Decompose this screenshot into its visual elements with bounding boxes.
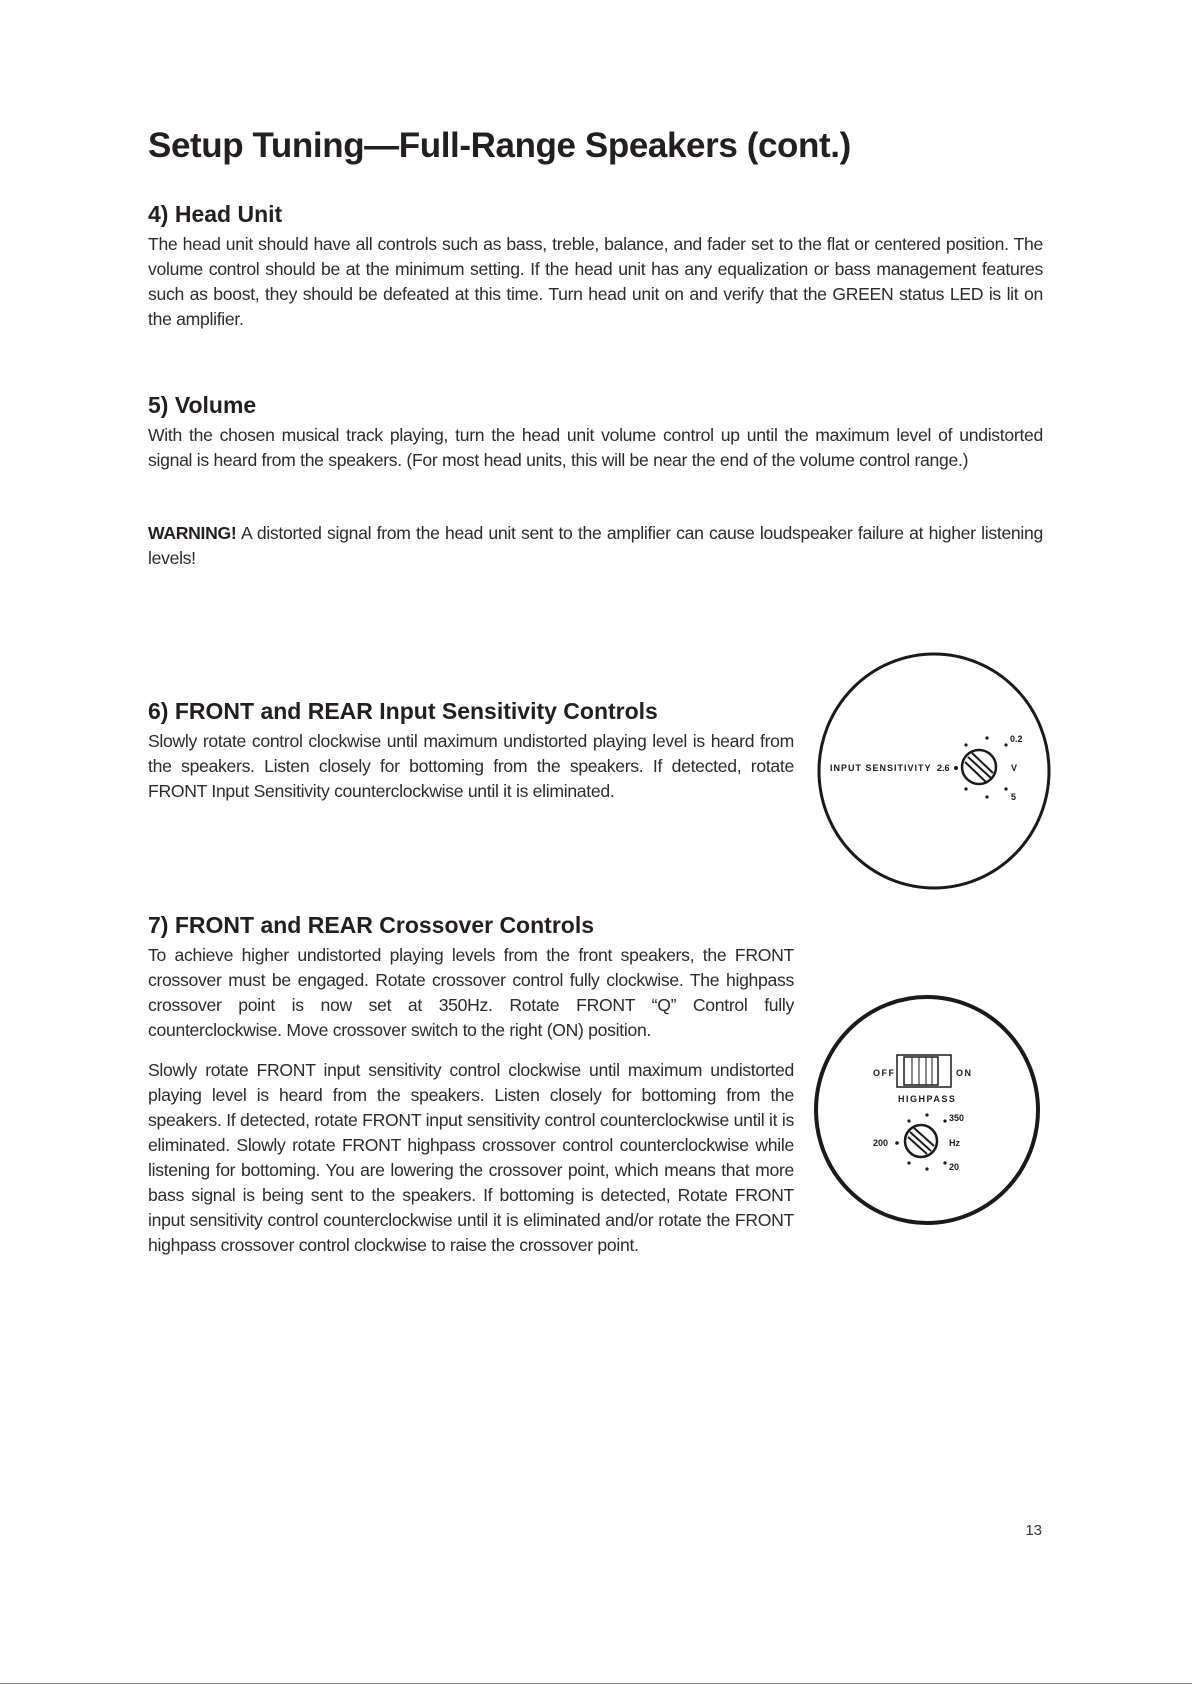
section-heading: 4) Head Unit	[148, 201, 283, 227]
section-volume	[148, 392, 1043, 473]
crossover-diagram	[813, 994, 1041, 1226]
highpass-knob	[905, 1125, 937, 1157]
page-title: Setup Tuning—Full-Range Speakers (cont.)	[148, 126, 851, 165]
page-number: 13	[1025, 1522, 1042, 1539]
tick-dot	[895, 1141, 899, 1145]
tick-dot	[964, 787, 967, 790]
sensitivity-max-value: 0.2	[1010, 734, 1023, 744]
section-heading: 7) FRONT and REAR Crossover Controls	[148, 912, 594, 938]
tick-dot	[925, 1167, 928, 1170]
crossover-unit: Hz	[949, 1138, 960, 1148]
tick-dot	[943, 1119, 946, 1122]
section-body: The head unit should have all controls such as bass, treble, balance, and fader set to the flat or centered position. The volume control should be at the minimum setting. If the head unit has any equalization or bass management features such as boost, they should be defeated at this time. Turn head unit on and verify that the GREEN status LED is lit on the amplifier.	[148, 234, 1043, 329]
crossover-switch	[897, 1055, 951, 1087]
section-input-sensitivity	[148, 698, 794, 804]
warning-paragraph	[148, 521, 1043, 571]
sensitivity-end-value: 5	[1011, 792, 1017, 802]
warning-label: WARNING!	[148, 523, 237, 543]
tick-dot	[1004, 743, 1007, 746]
sensitivity-label: INPUT SENSITIVITY	[830, 763, 932, 773]
switch-on-label: ON	[956, 1068, 973, 1078]
tick-dot	[907, 1119, 910, 1122]
section-body-1: To achieve higher undistorted playing levels from the front speakers, the FRONT crossover must be engaged. Rotate crossover control fully clockwise. The highpass crossover point is now set at 350Hz. Rotate FRONT “Q” Control fully counterclockwise. Move crossover switch to the right (ON) position.	[148, 945, 794, 1040]
bottom-rule	[0, 1683, 1192, 1684]
crossover-low-value: 200	[873, 1138, 889, 1148]
sensitivity-unit: V	[1011, 763, 1018, 773]
tick-dot	[985, 795, 988, 798]
sensitivity-knob	[962, 750, 996, 784]
crossover-end-value: 20	[949, 1162, 960, 1172]
section-crossover	[148, 912, 794, 1258]
tick-dot	[925, 1113, 928, 1116]
tick-dot	[1004, 787, 1007, 790]
tick-dot	[964, 743, 967, 746]
section-heading: 6) FRONT and REAR Input Sensitivity Controls	[148, 698, 658, 724]
sensitivity-min-value: 2.6	[937, 763, 950, 773]
section-head-unit	[148, 201, 1043, 332]
tick-dot	[943, 1161, 946, 1164]
section-heading: 5) Volume	[148, 392, 257, 418]
highpass-label: HIGHPASS	[898, 1094, 957, 1104]
section-body: Slowly rotate control clockwise until maximum undistorted playing level is heard from the speakers. Listen closely for bottoming from the speakers. If detected, rotate FRONT Input Sensitivity counterclockwise until it is eliminated.	[148, 731, 794, 801]
switch-off-label: OFF	[873, 1068, 896, 1078]
section-body: With the chosen musical track playing, turn the head unit volume control up until the maximum level of undistorted signal is heard from the speakers. (For most head units, this will be near the end of the volume control range.)	[148, 425, 1043, 470]
tick-dot	[985, 736, 988, 739]
section-body-2: Slowly rotate FRONT input sensitivity control clockwise until maximum undistorted playing level is heard from the speakers. Listen closely for bottoming from the speakers. If detected, rotate FRONT input sensitivity control counterclockwise until it is eliminated. Slowly rotate FRONT highpass crossover control counterclockwise while listening for bottoming. You are lowering the crossover point, which means that more bass signal is being sent to the speakers. If bottoming is detected, Rotate FRONT input sensitivity control counterclockwise until it is eliminated and/or rotate the FRONT highpass crossover control clockwise to raise the crossover point.	[148, 1060, 794, 1255]
diagram-outline	[816, 997, 1038, 1223]
warning-text: A distorted signal from the head unit sent to the amplifier can cause loudspeaker failure at higher listening levels!	[148, 523, 1043, 568]
tick-dot	[907, 1161, 910, 1164]
input-sensitivity-diagram	[814, 651, 1054, 891]
tick-dot	[954, 766, 958, 770]
crossover-high-value: 350	[949, 1113, 965, 1123]
